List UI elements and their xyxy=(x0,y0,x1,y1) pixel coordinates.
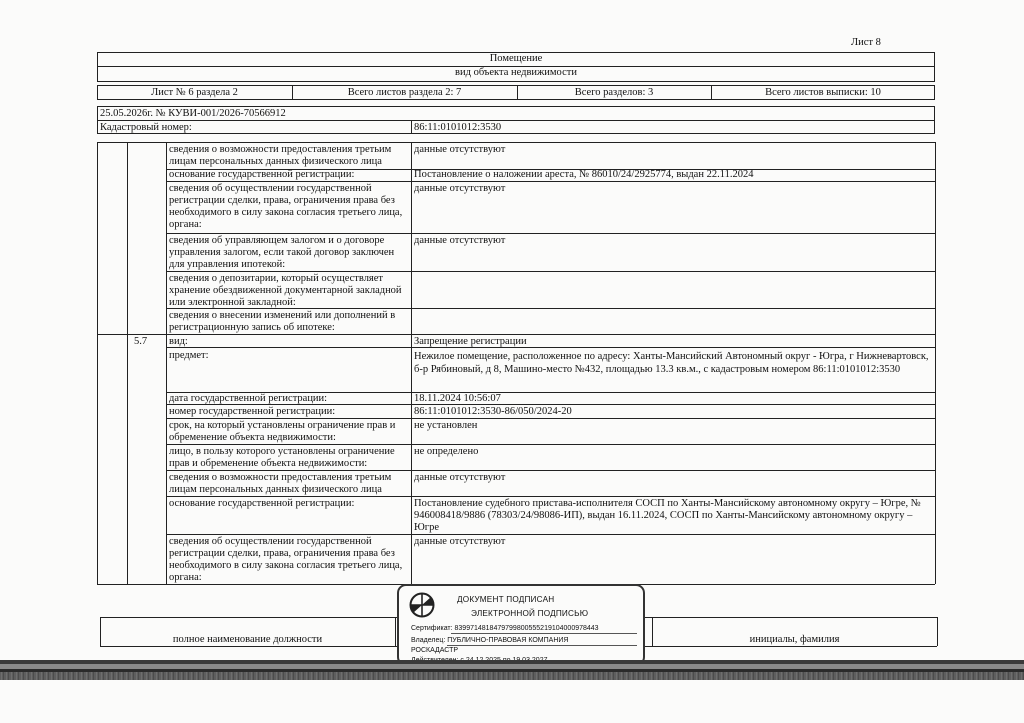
row-label: дата государственной регистрации: xyxy=(169,393,328,404)
cadastral-number-value: 86:11:0101012:3530 xyxy=(414,122,502,133)
row-label: срок, на который установлены ограничение прав и обременение объекта недвижимости: xyxy=(169,420,396,443)
item-number: 5.7 xyxy=(134,336,148,347)
stamp-title: ДОКУМЕНТ ПОДПИСАН xyxy=(457,595,555,604)
position-label: полное наименование должности xyxy=(172,634,323,645)
sheet-number: Лист № 6 раздела 2 xyxy=(151,87,238,98)
row-value: не определено xyxy=(414,446,479,457)
row-label: сведения о депозитарии, который осуществляет хранение обездвиженной документарной закладной или электронной закладной: xyxy=(169,273,402,308)
electronic-signature-stamp xyxy=(397,584,645,666)
row-value: данные отсутствуют xyxy=(414,235,506,246)
row-value: Запрещение регистрации xyxy=(414,336,527,347)
row-value: 86:11:0101012:3530-86/050/2024-20 xyxy=(414,406,572,417)
extract-date-number: 25.05.2026г. № КУВИ-001/2026-70566912 xyxy=(100,108,286,119)
row-label: сведения о возможности предоставления третьим лицам персональных данных физического лица xyxy=(169,144,392,167)
row-value: данные отсутствуют xyxy=(414,472,506,483)
row-label: вид: xyxy=(169,336,188,347)
row-value: данные отсутствуют xyxy=(414,183,506,194)
cadastral-number-label: Кадастровый номер: xyxy=(100,122,192,133)
row-label: сведения об осуществлении государственной регистрации сделки, права, ограничения права без необходимого в силу закона согласия третьего лица, органа: xyxy=(169,183,403,230)
stamp-owner-name: РОСКАДАСТР xyxy=(411,647,459,654)
row-value: данные отсутствуют xyxy=(414,144,506,155)
row-label: сведения о возможности предоставления третьим лицам персональных данных физического лица xyxy=(169,472,392,495)
row-label: сведения об осуществлении государственной регистрации сделки, права, ограничения права без необходимого в силу закона согласия третьего лица, органа: xyxy=(169,536,403,583)
stamp-owner: Владелец: ПУБЛИЧНО-ПРАВОВАЯ КОМПАНИЯ xyxy=(411,637,569,644)
scan-band-bottom xyxy=(0,672,1024,680)
row-label: сведения о внесении изменений или дополнений в регистрационную запись об ипотеке: xyxy=(169,310,396,333)
row-value: Постановление о наложении ареста, № 86010/24/2925774, выдан 22.11.2024 xyxy=(414,169,754,180)
row-value: 18.11.2024 10:56:07 xyxy=(414,393,501,404)
emblem-icon xyxy=(409,592,435,618)
total-sections: Всего разделов: 3 xyxy=(574,87,654,98)
row-label: предмет: xyxy=(169,350,209,361)
total-sheets-section: Всего листов раздела 2: 7 xyxy=(347,87,462,98)
sheet-label: Лист 8 xyxy=(851,37,881,48)
row-value: данные отсутствуют xyxy=(414,536,506,547)
row-label: лицо, в пользу которого установлены ограничение прав и обременение объекта недвижимости: xyxy=(169,446,395,469)
object-type-caption: вид объекта недвижимости xyxy=(455,67,577,78)
row-value: Постановление судебного пристава-исполнителя СОСП по Ханты-Мансийскому автономному округу – Югре, № 946008418/9886 (78303/24/98086-ИП), выдан 16.11.2024, СОСП по Ханты-Мансийскому автономному округу – Югре xyxy=(414,498,921,533)
row-value: Нежилое помещение, расположенное по адресу: Ханты-Мансийский Автономный округ - Югра, г Нижневартовск, б-р Рябиновый, д 8, Машино-место №432, площадью 13.3 кв.м., с кадастровым номером 86:11:0101012:3530 xyxy=(414,351,929,375)
stamp-certificate: Сертификат: 8399714818479799800555219104000978443 xyxy=(411,625,599,632)
initials-label: инициалы, фамилия xyxy=(749,634,840,645)
row-label: основание государственной регистрации: xyxy=(169,169,355,180)
stamp-subtitle: ЭЛЕКТРОННОЙ ПОДПИСЬЮ xyxy=(471,609,589,618)
row-label: номер государственной регистрации: xyxy=(169,406,336,417)
row-label: основание государственной регистрации: xyxy=(169,498,355,509)
row-label: сведения об управляющем залогом и о договоре управления залогом, если такой договор заключен для управления ипотекой: xyxy=(169,235,395,270)
object-title: Помещение xyxy=(489,53,543,64)
total-sheets-extract: Всего листов выписки: 10 xyxy=(765,87,881,98)
row-value: не установлен xyxy=(414,420,478,431)
